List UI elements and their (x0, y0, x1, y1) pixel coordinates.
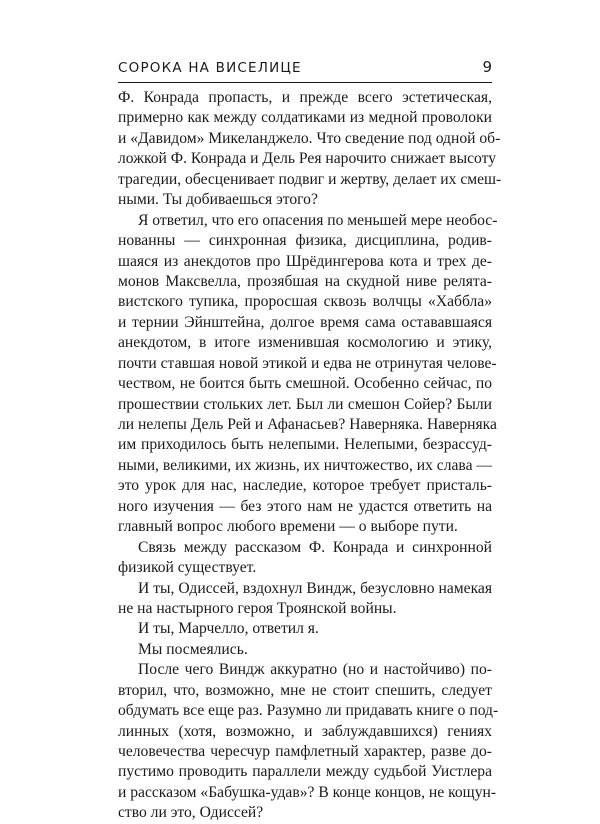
text-line: почти ставшая новой этикой и едва не отринутая челове- (118, 354, 497, 372)
text-line: ного изучения — без этого нам не удастся ответить на (118, 497, 492, 515)
text-line: шаяся из анекдотов про Шрёдингерова кота и трех де- (118, 252, 492, 270)
text-line: монов Максвелла, прозябшая на скудной ниве релята- (118, 272, 492, 290)
text-line: И ты, Одиссей, вздохнул Виндж, безусловно намекая (138, 579, 492, 597)
text-line: пустимо проводить параллели между судьбой Уистлера (118, 763, 492, 781)
text-line: Связь между рассказом Ф. Конрада и синхронной (138, 538, 492, 556)
text-line: прошествии стольких лет. Был ли смешон Сойер? Были (118, 395, 492, 413)
text-line: им приходилось быть нелепыми. Нелепыми, безрассуд- (118, 436, 492, 454)
running-title: СОРОКА НА ВИСЕЛИЦЕ (118, 60, 302, 76)
text-line: анекдотом, в итоге изменившая космологию и этику, (118, 334, 492, 352)
body-text (118, 88, 502, 824)
text-line: это урок для нас, наследие, которое требует присталь- (118, 477, 492, 495)
text-line: ными, великими, их жизнь, их ничтожество, их слава — (118, 456, 492, 474)
text-line: Ф. Конрада пропасть, и прежде всего эстетическая, (118, 89, 492, 106)
text-line: и «Давидом» Микеланджело. Что сведение под одной об- (118, 129, 501, 147)
text-line: После чего Виндж аккуратно (но и настойчиво) по- (138, 661, 492, 679)
text-line: вистского тупика, проросшая сквозь волчцы «Хаббла» (118, 293, 492, 311)
text-line: ложкой Ф. Конрада и Дель Рея нарочито снижает высоту (118, 150, 497, 168)
text-line: и рассказом «Бабушка-удав»? В конце концов, не кощун- (118, 783, 497, 801)
text-line: обдумать все еще раз. Разумно ли придавать книге о под- (118, 702, 499, 720)
header-rule (118, 82, 492, 83)
text-line: физикой существует. (118, 559, 257, 577)
text-line: чеством, не боится быть смешной. Особенно сейчас, по (118, 375, 492, 393)
text-line: И ты, Марчелло, ответил я. (138, 620, 319, 638)
page-number: 9 (482, 58, 492, 76)
text-line: человечества чересчур памфлетный характер, разве до- (118, 743, 492, 760)
text-line: трагедии, обесценивает подвиг и жертву, делает их смеш- (118, 170, 502, 188)
text-line: нованны — синхронная физика, дисциплина, родив- (118, 232, 492, 250)
text-line: Я ответил, что его опасения по меньшей мере необос- (138, 211, 498, 229)
text-line: примерно как между солдатиками из медной проволоки (118, 109, 492, 127)
text-line: вторил, что, возможно, мне не стоит спешить, следует (118, 681, 492, 699)
text-line: и тернии Эйнштейна, долгое время сама остававшаяся (118, 313, 492, 331)
running-head (118, 58, 492, 80)
text-line: ство ли это, Одиссей? (118, 804, 264, 822)
text-line: Мы посмеялись. (138, 640, 248, 658)
text-line: линных (хотя, возможно, и заблуждавшихся) гениях (118, 722, 492, 740)
text-line: не на настырного героя Троянской войны. (118, 599, 397, 617)
text-line: главный вопрос любого времени — о выборе пути. (118, 518, 458, 536)
text-line: ли нелепы Дель Рей и Афанасьев? Наверняка. Наверняка (118, 416, 497, 433)
text-line: ными. Ты добиваешься этого? (118, 191, 318, 209)
